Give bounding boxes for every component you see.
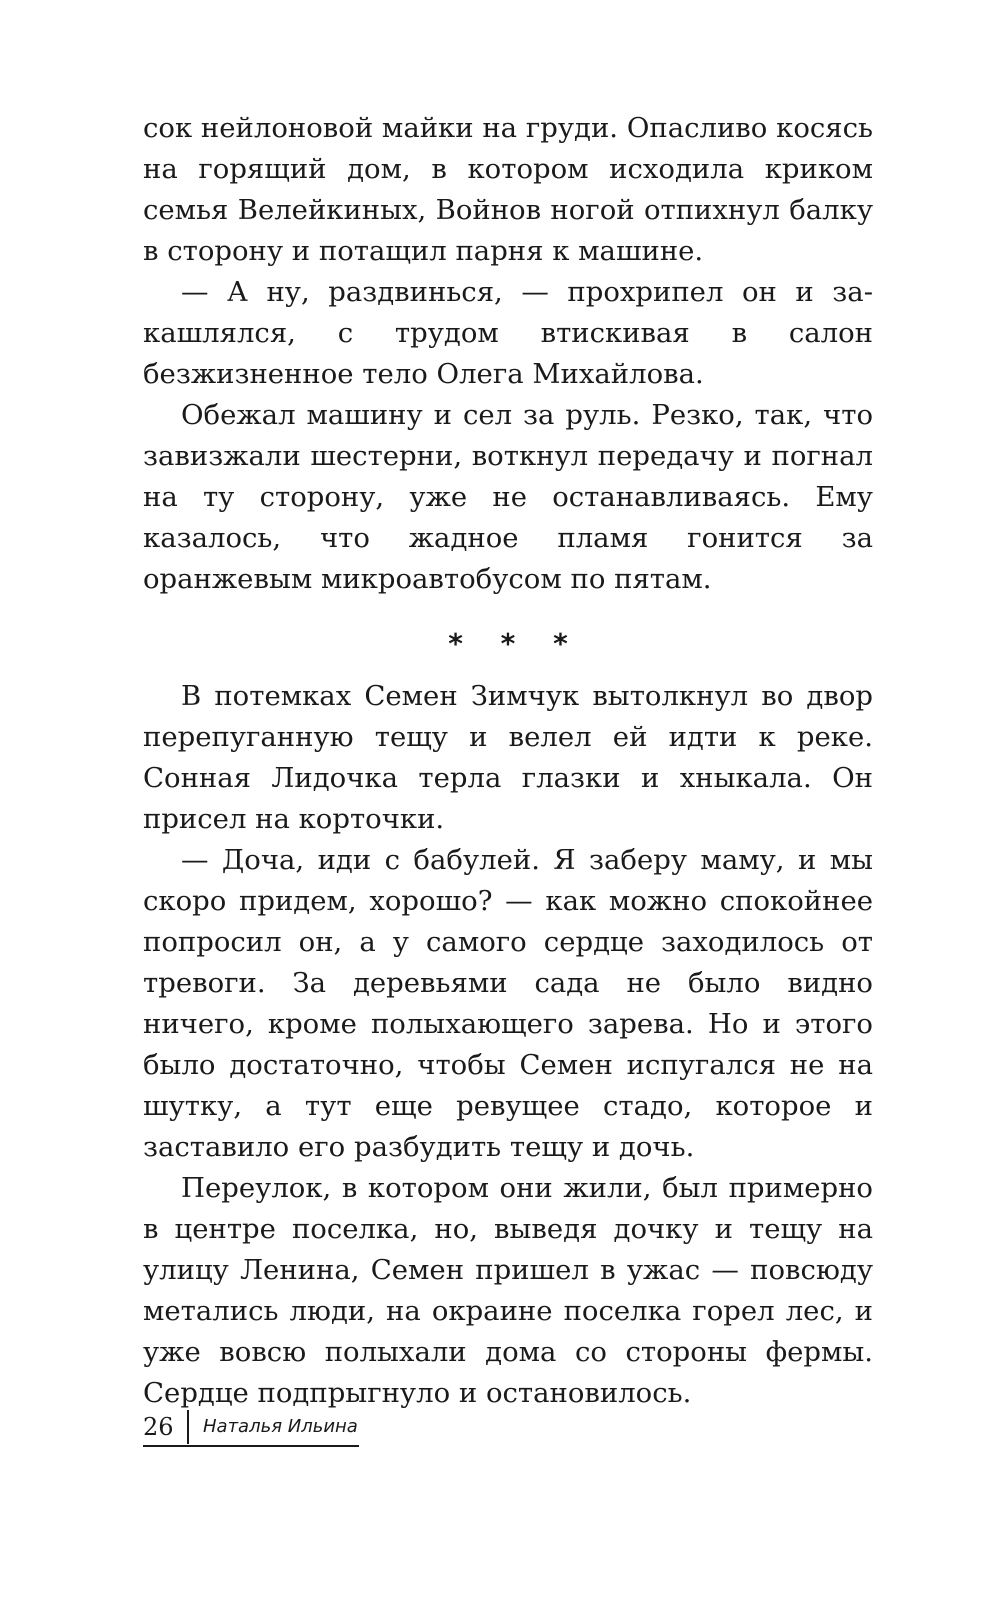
page-footer <box>143 1409 359 1447</box>
paragraph: — А ну, раздвинься, — прохрипел он и закашлялся, с трудом втискивая в салон безжизненное тело Олега Михайлова. <box>143 276 873 390</box>
section-separator: * * * <box>448 627 582 660</box>
paragraph: В потемках Семен Зимчук вытолкнул во двор перепуганную тещу и велел ей идти к реке. Сонная Лидочка терла глазки и хныкала. Он присел на корточки. <box>143 680 873 835</box>
page-number: 26 <box>143 1410 189 1444</box>
author-name: Наталья Ильина <box>203 1416 358 1437</box>
paragraph: сок нейлоновой майки на груди. Опасливо косясь на горящий дом, в котором исходила криком семья Велейкиных, Войнов ногой отпихнул балку в сторону и потащил парня к машине. <box>143 112 873 267</box>
page-body <box>143 108 873 1414</box>
paragraph: Обежал машину и сел за руль. Резко, так, что завизжали шестерни, воткнул передачу и погнал на ту сторону, уже не останавливаясь. Ему казалось, что жадное пламя гонится за оранжевым микроавтобусом по пятам. <box>143 399 873 595</box>
paragraph: — Доча, иди с бабулей. Я заберу маму, и мы скоро придем, хорошо? — как можно спокойнее попросил он, а у самого сердце заходилось от тревоги. За деревьями сада не было видно ничего, кроме полыхающего зарева. Но и этого было достаточно, чтобы Семен испугался не на шутку, а тут еще ревущее стадо, которое и заставило его разбудить тещу и дочь. <box>143 844 873 1163</box>
paragraph: Переулок, в котором они жили, был примерно в центре поселка, но, выведя дочку и тещу на улицу Ленина, Семен пришел в ужас — повсюду метались люди, на окраине поселка горел лес, и уже вовсю полыхали дома со стороны фермы. Сердце подпрыгнуло и остановилось. <box>143 1172 873 1409</box>
